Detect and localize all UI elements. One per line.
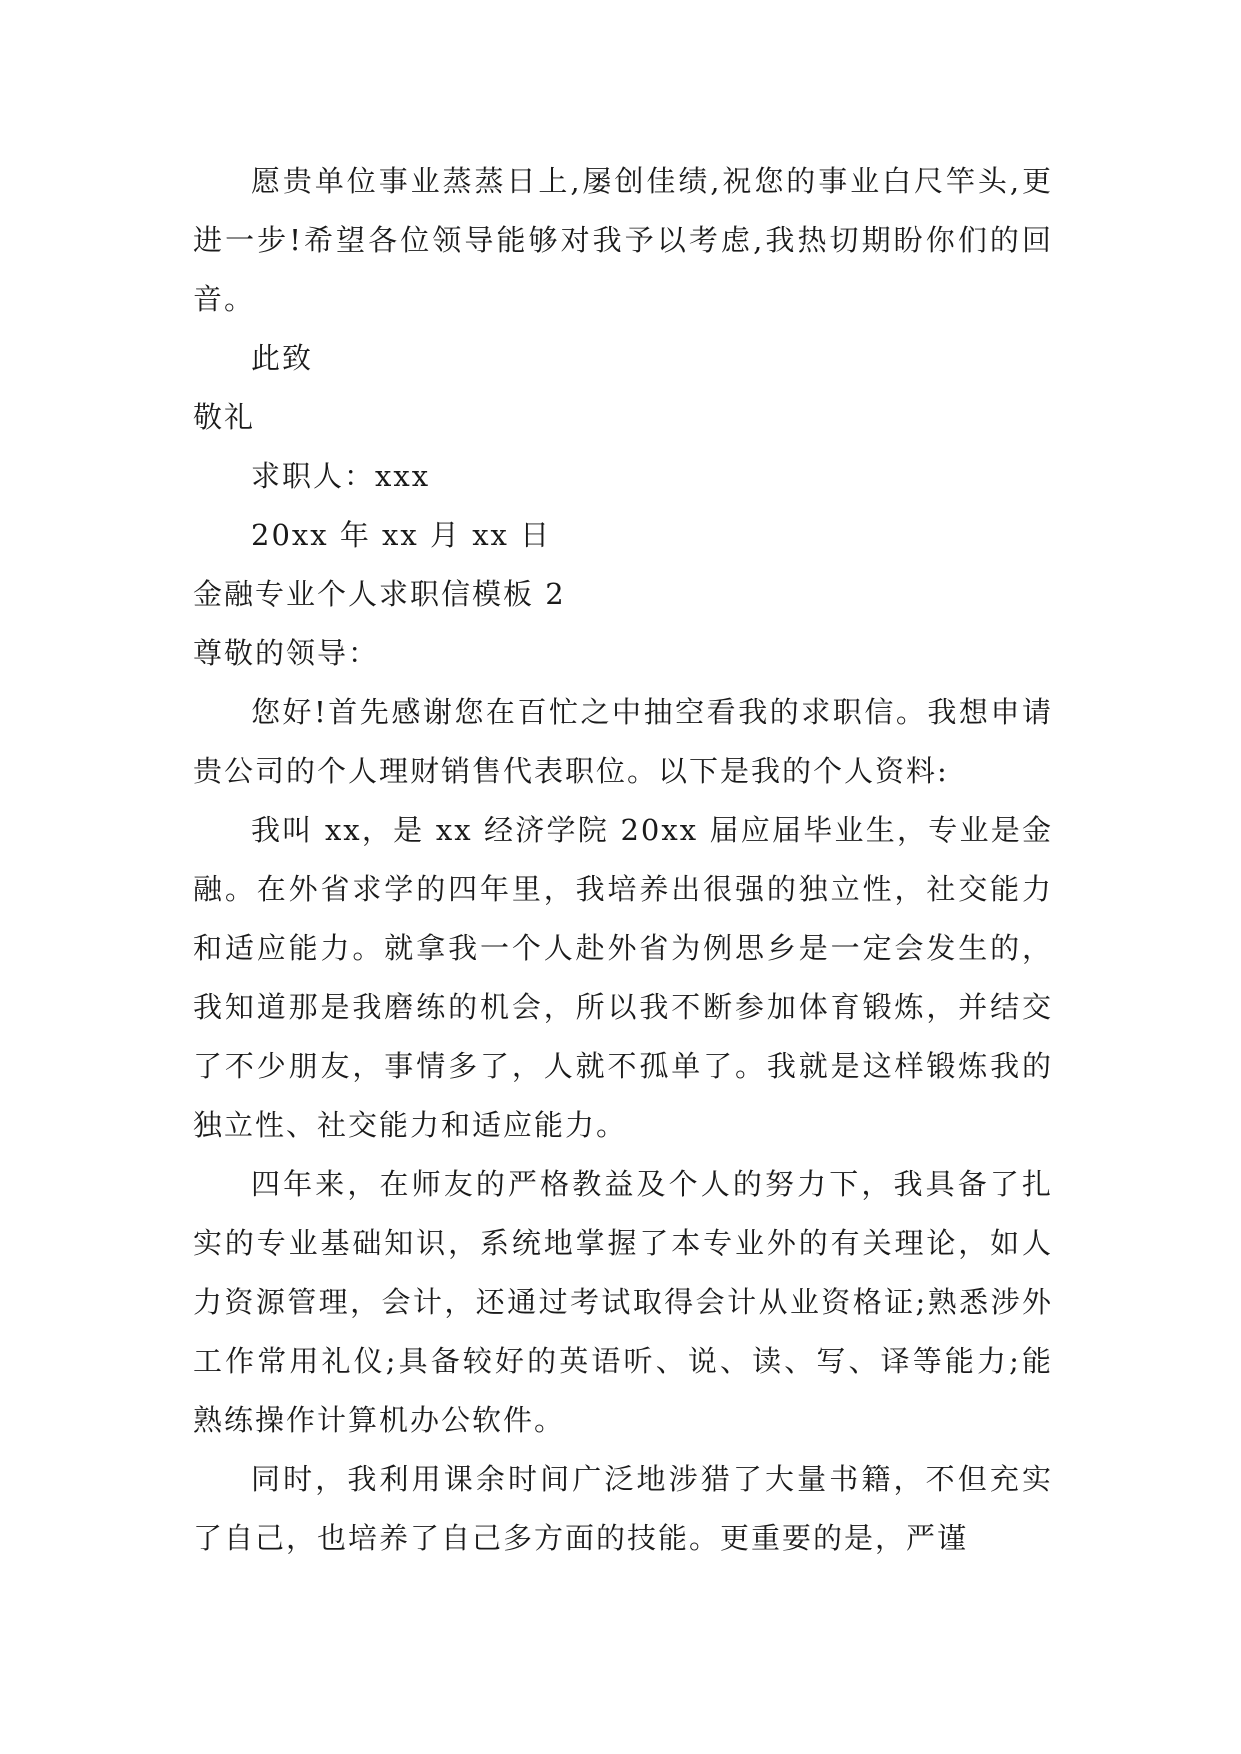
regards-line: 敬礼 <box>193 400 256 434</box>
letter-date: 20xx 年 xx 月 xx 日 <box>251 518 552 552</box>
reading-paragraph: 同时，我利用课余时间广泛地涉猎了大量书籍，不但充实了自己，也培养了自己多方面的技能。更重要的是，严谨 <box>193 1462 1053 1555</box>
background-paragraph: 我叫 xx，是 xx 经济学院 20xx 届应届毕业生，专业是金融。在外省求学的四年里，我培养出很强的独立性，社交能力和适应能力。就拿我一个人赴外省为例思乡是一定会发生的，我知道那是我磨练的机会，所以我不断参加体育锻炼，并结交了不少朋友，事情多了，人就不孤单了。我就是这样锻炼我的独立性、社交能力和适应能力。 <box>193 813 1053 1142</box>
letter-body <box>193 152 1053 1568</box>
greeting-line: 尊敬的领导： <box>193 636 380 670</box>
intro-paragraph: 您好!首先感谢您在百忙之中抽空看我的求职信。我想申请贵公司的个人理财销售代表职位。以下是我的个人资料: <box>193 695 1053 788</box>
salutation-closing: 此致 <box>251 341 314 375</box>
applicant-signature: 求职人：xxx <box>251 459 431 493</box>
skills-paragraph: 四年来，在师友的严格教益及个人的努力下，我具备了扎实的专业基础知识，系统地掌握了本专业外的有关理论，如人力资源管理，会计，还通过考试取得会计从业资格证;熟悉涉外工作常用礼仪;具备较好的英语听、说、读、写、译等能力;能熟练操作计算机办公软件。 <box>193 1167 1053 1437</box>
section-title: 金融专业个人求职信模板 2 <box>193 577 566 611</box>
closing-wish-paragraph: 愿贵单位事业蒸蒸日上,屡创佳绩,祝您的事业白尺竿头,更进一步!希望各位领导能够对我予以考虑,我热切期盼你们的回音。 <box>193 164 1053 316</box>
